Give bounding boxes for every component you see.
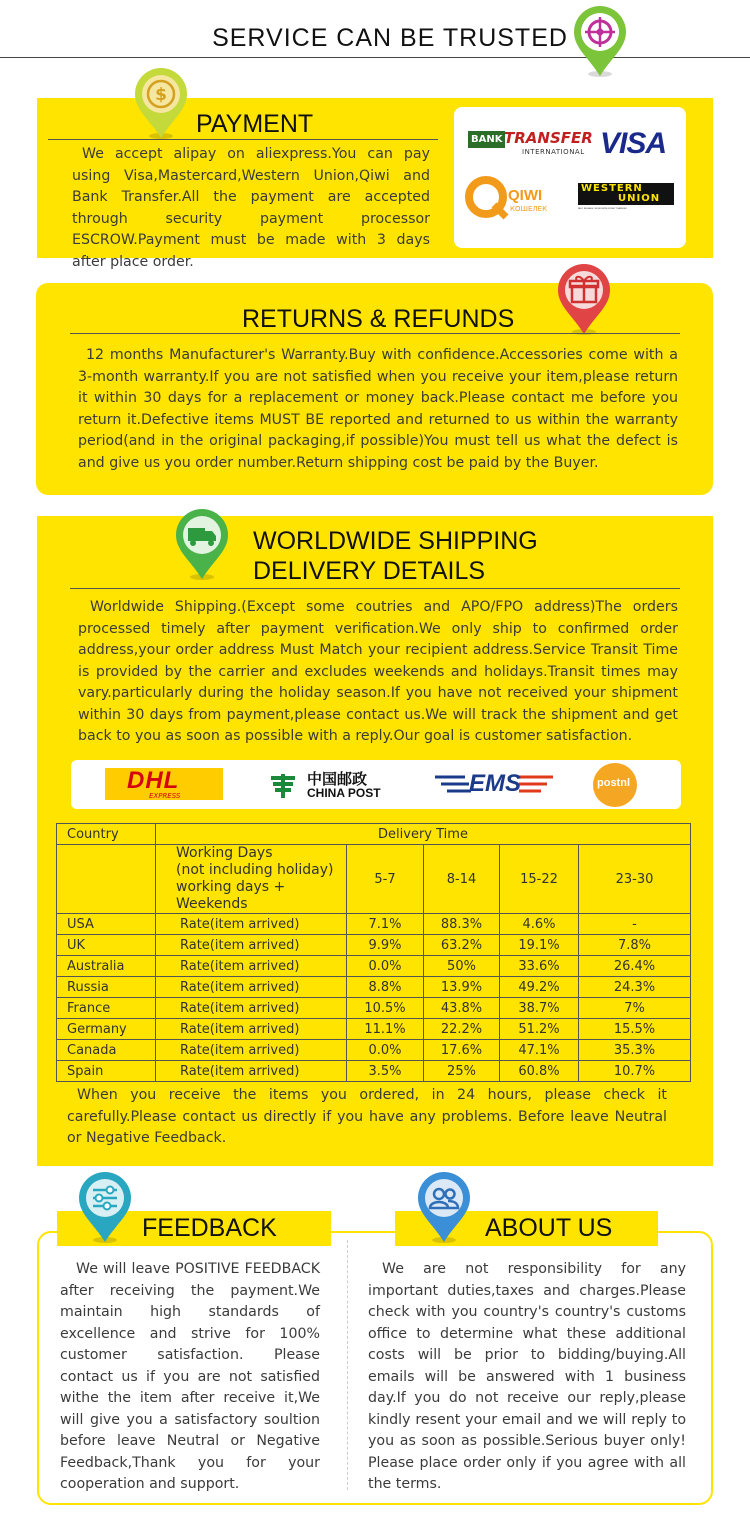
rate-value-cell: 25% [424,1061,500,1082]
shipping-note: When you receive the items you ordered, in 24 hours, please check it carefully.Please contact us directly if you have any problems. Before leave Neutral or Negative Feedback. [67,1087,667,1146]
rate-value-cell: 24.3% [579,977,691,998]
rate-label-cell: Rate(item arrived) [156,1040,347,1061]
country-cell: Canada [57,1040,156,1061]
country-cell: USA [57,914,156,935]
carriers-strip [71,760,681,809]
rate-label-cell: Rate(item arrived) [156,956,347,977]
rate-value-cell: 51.2% [500,1019,579,1040]
working-days-line: (not including holiday) [176,862,334,878]
sliders-pin-icon [76,1170,134,1244]
country-cell: UK [57,935,156,956]
western-union-logo: WESTERN UNION FAST. RELIABLE. WORLDWIDE MONEY TRANSFER [578,183,674,215]
returns-rule [70,333,680,334]
delivery-details-title: DELIVERY DETAILS [253,557,486,585]
rate-value-cell: 8.8% [347,977,424,998]
rate-label-cell: Rate(item arrived) [156,935,347,956]
gift-pin-icon [555,262,613,336]
country-cell: Australia [57,956,156,977]
feedback-text: We will leave POSITIVE FEEDBACK after receiving the payment.We maintain high standards of excellence and strive for 100% customer satisfaction. Please contact us if you are not satisfied withe the item after receive it,We will give you a satisfactory soultion before leave Neutral or Negative Feedback,Thank you for your cooperation and support. [60,1261,320,1492]
working-days-line: Working Days [176,845,273,861]
rate-value-cell: 35.3% [579,1040,691,1061]
rate-value-cell: - [579,914,691,935]
returns-text: 12 months Manufacturer's Warranty.Buy with confidence.Accessories come with a 3-month warranty.If you are not satisfied when you receive your item,please return it within 30 days for a replacement or money back.Please contact me before you return it.Defective items MUST BE reported and returned to us within the warranty period(and in the original packaging,if possible)You must tell us what the defect is and give us you order number.Return shipping cost be paid by the Buyer. [78,347,678,471]
rate-value-cell: 50% [424,956,500,977]
rate-value-cell: 88.3% [424,914,500,935]
payment-rule [48,139,438,140]
rate-value-cell: 7.8% [579,935,691,956]
rate-value-cell: 10.7% [579,1061,691,1082]
table-row [57,1061,691,1082]
dollar-pin-icon [132,66,190,140]
qiwi-logo: QIWI КОШЕЛЕК [464,175,564,225]
range-header: 15-22 [500,845,579,914]
page-title: SERVICE CAN BE TRUSTED [212,24,568,52]
target-pin-icon [571,4,629,78]
table-row [57,935,691,956]
payment-text: We accept alipay on aliexpress.You can pay using Visa,Mastercard,Western Union,Qiwi and Bank Transfer.All the payment are accepted through security payment processor ESCROW.Payment must be made with 3 days after place order. [72,146,430,270]
rate-label-cell: Rate(item arrived) [156,1061,347,1082]
rate-value-cell: 4.6% [500,914,579,935]
shipping-rule [70,588,680,589]
rate-value-cell: 19.1% [500,935,579,956]
rate-value-cell: 43.8% [424,998,500,1019]
country-cell: Russia [57,977,156,998]
rate-label-cell: Rate(item arrived) [156,1019,347,1040]
users-pin-icon [415,1170,473,1244]
rate-value-cell: 0.0% [347,1040,424,1061]
truck-pin-icon [173,507,231,581]
rate-value-cell: 63.2% [424,935,500,956]
rate-value-cell: 13.9% [424,977,500,998]
rate-value-cell: 60.8% [500,1061,579,1082]
delivery-table [56,823,691,1082]
rate-value-cell: 26.4% [579,956,691,977]
rate-value-cell: 9.9% [347,935,424,956]
rate-value-cell: 47.1% [500,1040,579,1061]
rate-label-cell: Rate(item arrived) [156,914,347,935]
rate-value-cell: 33.6% [500,956,579,977]
postnl-logo: postnl [593,763,637,807]
delivery-time-header: Delivery Time [156,824,691,845]
table-row [57,998,691,1019]
country-header: Country [57,824,156,845]
ems-logo: EMS [435,768,555,800]
rate-value-cell: 3.5% [347,1061,424,1082]
working-days-line: working days + Weekends [176,879,286,912]
rate-value-cell: 10.5% [347,998,424,1019]
rate-label-cell: Rate(item arrived) [156,977,347,998]
header-rule [0,57,750,58]
rate-value-cell: 49.2% [500,977,579,998]
column-divider [347,1240,348,1490]
shipping-title: WORLDWIDE SHIPPING [253,527,538,555]
table-row [57,977,691,998]
about-title: ABOUT US [485,1214,613,1242]
rate-value-cell: 38.7% [500,998,579,1019]
returns-title: RETURNS & REFUNDS [242,305,515,333]
range-header: 8-14 [424,845,500,914]
rate-label-cell: Rate(item arrived) [156,998,347,1019]
payment-logos-card [454,107,686,248]
rate-value-cell: 15.5% [579,1019,691,1040]
country-cell: Germany [57,1019,156,1040]
china-post-logo: 中国邮政 CHINA POST [267,768,407,802]
dhl-logo: DHL EXPRESS [105,768,223,800]
range-header: 5-7 [347,845,424,914]
rate-value-cell: 7% [579,998,691,1019]
country-cell: Spain [57,1061,156,1082]
rate-value-cell: 22.2% [424,1019,500,1040]
shipping-text: Worldwide Shipping.(Except some coutries and APO/FPO address)The orders processed timely after payment verification.We only ship to confirmed order address,your order address Must Match your recipient address.Service Transit Time is provided by the carrier and excludes weekends and holidays.Transit times may vary.particularly during the holiday season.If you have not received your shipment within 30 days from payment,please contact us.We will track the shipment and get back to you as soon as possible with a reply.Our goal is customer satisfaction. [78,599,678,744]
table-row [57,914,691,935]
bank-transfer-logo: BANK TRANSFER INTERNATIONAL [468,131,578,153]
svg-text:$: $ [155,85,167,105]
rate-value-cell: 17.6% [424,1040,500,1061]
blank-cell [57,845,156,914]
rate-value-cell: 11.1% [347,1019,424,1040]
country-cell: France [57,998,156,1019]
about-text: We are not responsibility for any important duties,taxes and charges.Please check with you country's country's customs office to determine what these additional costs will be prior to bidding/buying.All emails will be answered with 1 business day.If you do not receive our reply,please kindly resent your email and we will reply to you as soon as possible.Serious buyer only! Please place order only if you agree with all the terms. [368,1261,686,1492]
visa-logo: VISA [600,127,667,160]
payment-title: PAYMENT [196,110,314,138]
table-row [57,1040,691,1061]
feedback-title: FEEDBACK [142,1214,277,1242]
rate-value-cell: 0.0% [347,956,424,977]
working-days-cell [156,845,347,914]
rate-value-cell: 7.1% [347,914,424,935]
table-row [57,1019,691,1040]
table-row [57,956,691,977]
range-header: 23-30 [579,845,691,914]
